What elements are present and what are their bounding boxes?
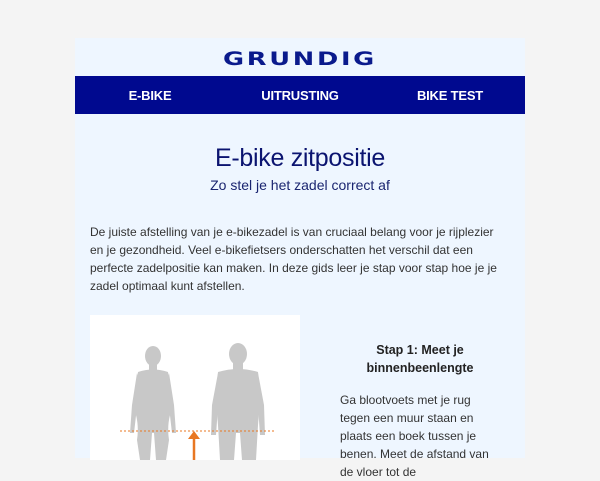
main-nav bbox=[75, 76, 525, 114]
hero bbox=[75, 144, 525, 193]
logo-bar bbox=[75, 38, 525, 76]
step-body: Ga blootvoets met je rug tegen een muur staan en plaats een boek tussen je benen. Meet de afstand van de vloer tot de bbox=[340, 393, 489, 479]
grundig-logo[interactable]: GRUNDIG bbox=[223, 48, 377, 70]
email-container bbox=[75, 38, 525, 479]
step-1 bbox=[90, 315, 525, 481]
step-1-text bbox=[300, 315, 525, 481]
nav-item-uitrusting[interactable]: UITRUSTING bbox=[261, 87, 339, 103]
page-subtitle: Zo stel je het zadel correct af bbox=[210, 177, 390, 193]
page-title: E-bike zitpositie bbox=[215, 144, 385, 172]
intro-paragraph: De juiste afstelling van je e-bikezadel is van cruciaal belang voor je rijplezier en je gezondheid. Veel e-bikefietsers onderschatten het verschil dat een perfecte zadelpositie kan maken. In deze gids leer je stap voor stap hoe je je zadel optimaal kunt afstellen. bbox=[90, 225, 497, 293]
nav-item-bike-test[interactable]: BIKE TEST bbox=[416, 87, 484, 103]
human-silhouettes-icon bbox=[90, 315, 300, 460]
nav-item-e-bike[interactable]: E-BIKE bbox=[128, 87, 172, 103]
step-title: Stap 1: Meet je binnenbeenlengte bbox=[366, 343, 474, 375]
inseam-illustration bbox=[90, 315, 300, 460]
